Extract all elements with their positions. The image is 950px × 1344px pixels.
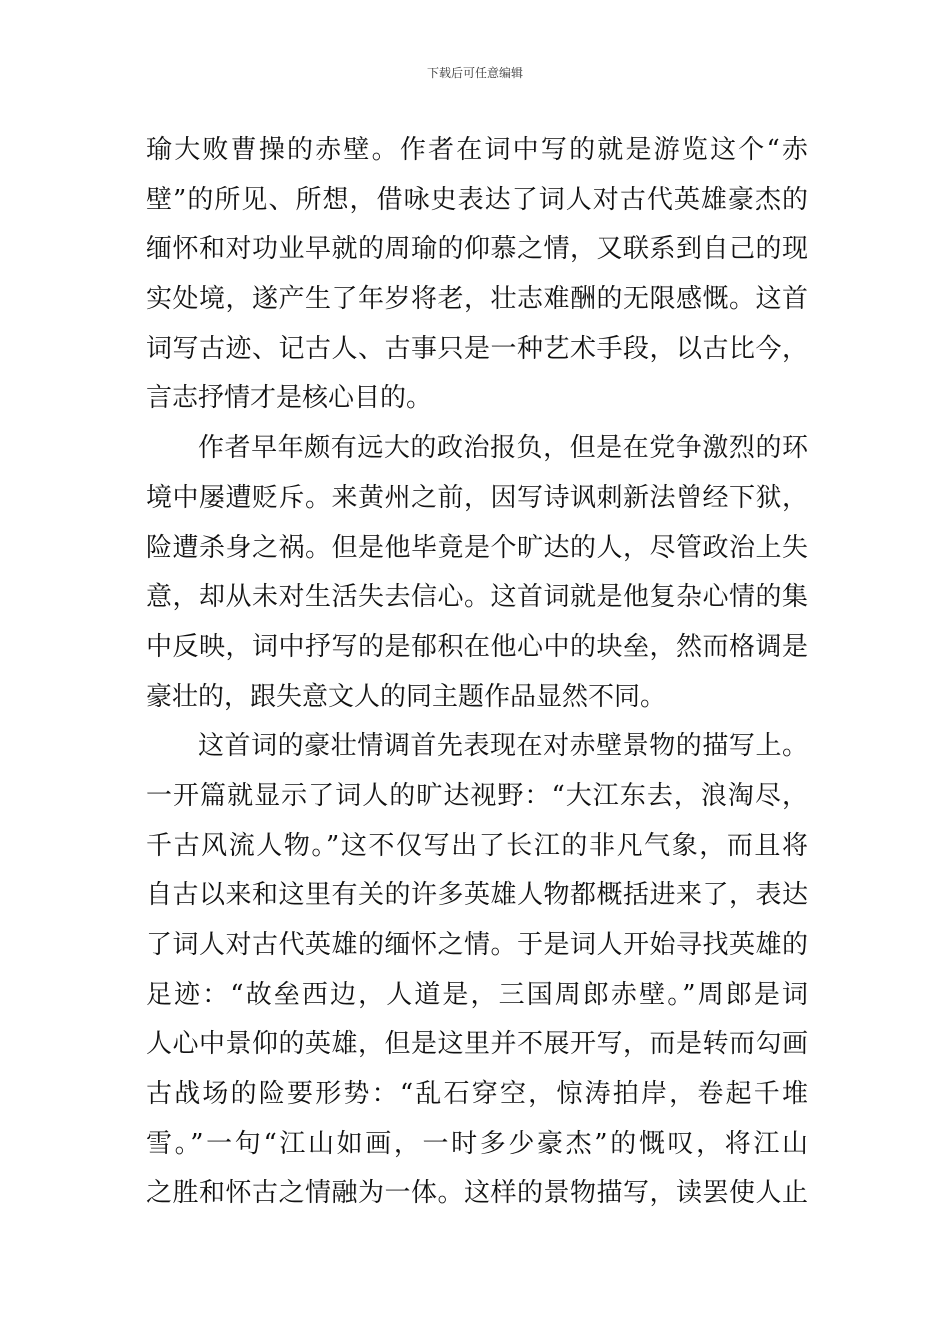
- text-line: 作者早年颇有远大的政治报负，但是在党争激烈的环: [198, 433, 808, 464]
- text-line: 意，却从未对生活失去信心。这首词就是他复杂心情的集: [146, 582, 808, 613]
- text-line: 实处境，遂产生了年岁将老，壮志难酬的无限感慨。这首: [146, 284, 808, 315]
- text-line: 足迹：“故垒西边，人道是，三国周郎赤壁。”周郎是词: [146, 979, 808, 1010]
- text-line: 雪。”一句“江山如画，一时多少豪杰”的慨叹，将江山: [146, 1128, 808, 1159]
- body-text: [146, 126, 808, 1219]
- text-line: 一开篇就显示了词人的旷达视野：“大江东去，浪淘尽，: [146, 780, 808, 811]
- text-line: 境中屡遭贬斥。来黄州之前，因写诗讽刺新法曾经下狱，: [146, 482, 808, 513]
- text-line: 壁”的所见、所想，借咏史表达了词人对古代英雄豪杰的: [146, 184, 808, 215]
- text-line: 之胜和怀古之情融为一体。这样的景物描写，读罢使人止: [146, 1178, 808, 1209]
- text-line: 言志抒情才是核心目的。: [146, 383, 433, 414]
- text-line: 千古风流人物。”这不仅写出了长江的非凡气象，而且将: [146, 830, 808, 861]
- text-line: 词写古迹、记古人、古事只是一种艺术手段，以古比今，: [146, 333, 808, 364]
- paragraph-3: [146, 722, 808, 1219]
- text-line: 缅怀和对功业早就的周瑜的仰慕之情，又联系到自己的现: [146, 234, 808, 265]
- text-line: 古战场的险要形势：“乱石穿空，惊涛拍岸，卷起千堆: [146, 1079, 808, 1110]
- text-line: 自古以来和这里有关的许多英雄人物都概括进来了，表达: [146, 880, 808, 911]
- text-line: 了词人对古代英雄的缅怀之情。于是词人开始寻找英雄的: [146, 930, 808, 960]
- text-line: 人心中景仰的英雄，但是这里并不展开写，而是转而勾画: [146, 1029, 808, 1060]
- text-line: 险遭杀身之祸。但是他毕竟是个旷达的人，尽管政治上失: [146, 532, 808, 563]
- text-line: 豪壮的，跟失意文人的同主题作品显然不同。: [146, 681, 667, 712]
- paragraph-2: [146, 424, 808, 722]
- text-line: 中反映，词中抒写的是郁积在他心中的块垒，然而格调是: [146, 631, 808, 662]
- page-header: 下载后可任意编辑: [426, 66, 523, 80]
- text-line: 瑜大败曹操的赤壁。作者在词中写的就是游览这个“赤: [146, 135, 808, 165]
- text-line: 这首词的豪壮情调首先表现在对赤壁景物的描写上。: [198, 731, 808, 762]
- paragraph-1: [146, 126, 808, 424]
